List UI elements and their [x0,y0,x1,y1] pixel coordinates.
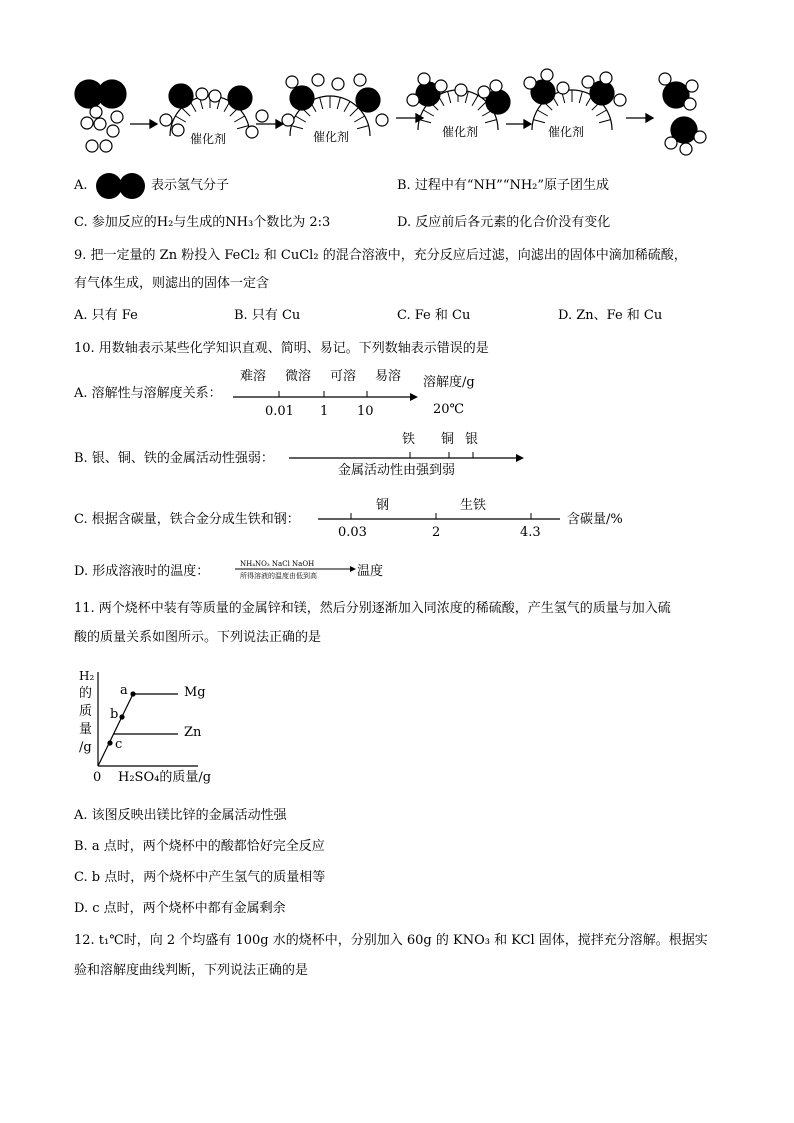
q8-option-b: B. 过程中有“NH”“NH₂”原子团生成 [397,178,610,193]
q10-c-region-1: 钢 [376,498,390,513]
q11-ylabel-1: H₂ [79,669,95,683]
q11-option-c: C. b 点时，两个烧杯中产生氢气的质量相等 [74,870,326,885]
q10-b-metal-3: 银 [465,432,479,447]
q9-stem-line1: 9. 把一定量的 Zn 粉投入 FeCl₂ 和 CuCl₂ 的混合溶液中，充分反应后过滤，向滤出的固体中滴加稀硫酸， [74,248,687,263]
q10-c-tick-2: 2 [432,525,441,540]
q12-stem-line2: 验和溶解度曲线判断，下列说法正确的是 [74,963,309,978]
q10-d-prefix: D. 形成溶液时的温度： [74,564,210,579]
point-b [119,714,124,719]
q11-series-mg: Mg [184,685,206,700]
q10-a-region-2: 微溶 [285,369,312,384]
q10-b-metal-1: 铁 [402,432,416,447]
q11-option-d: D. c 点时，两个烧杯中都有金属剩余 [74,901,286,916]
q10-b-prefix: B. 银、铜、铁的金属活动性强弱： [74,451,274,466]
q11-ylabel-5: /g [79,740,92,755]
q10-c-prefix: C. 根据含碳量，铁合金分成生铁和钢： [74,512,300,527]
q10-c-tick-1: 0.03 [338,525,367,540]
point-c [107,740,112,745]
q11-series-zn: Zn [184,725,202,740]
q11-stem-line2: 酸的质量关系如图所示。下列说法正确的是 [74,630,322,645]
q10-a-tick-1: 0.01 [265,404,294,419]
q11-point-b-label: b [110,707,119,722]
q8-option-a-text: 表示氢气分子 [151,178,230,193]
q11-ylabel-4: 量 [79,722,93,737]
q11-option-a: A. 该图反映出镁比锌的金属活动性强 [74,808,287,823]
q10-d-suffix: 温度 [357,564,384,579]
q10-a-region-3: 可溶 [330,369,357,384]
q10-a-region-4: 易溶 [375,369,402,384]
q11-stem-line1: 11. 两个烧杯中装有等质量的金属锌和镁，然后分别逐渐加入同浓度的稀硫酸，产生氢气的质量与加入硫 [74,601,671,616]
q9-option-a: A. 只有 Fe [74,308,138,323]
q10-d-under-arrow: 所得溶液的温度由低到高 [240,572,317,580]
q10-a-tick-2: 1 [320,404,329,419]
q8-option-c: C. 参加反应的H₂与生成的NH₃个数比为 2:3 [74,215,331,230]
q10-b-axis-caption: 金属活动性由强到弱 [338,463,456,478]
q10-a-axis-label: 溶解度/g [423,375,475,390]
q10-c-tick-3: 4.3 [520,525,541,540]
catalyst-label-3: 催化剂 [442,125,479,139]
q10-stem: 10. 用数轴表示某些化学知识直观、简明、易记。下列数轴表示错误的是 [74,341,489,356]
q9-option-c: C. Fe 和 Cu [397,308,471,323]
q11-point-a-label: a [120,683,128,698]
mg-curve [98,694,133,766]
point-a [130,691,135,696]
q10-b-metal-2: 铜 [441,432,455,447]
q9-option-d: D. Zn、Fe 和 Cu [558,308,663,323]
q10-a-region-1: 难溶 [240,369,267,384]
q9-stem-line2: 有气体生成，则滤出的固体一定含 [74,276,270,291]
q10-a-tick-3: 10 [357,404,374,419]
q10-c-axis-label: 含碳量/% [567,512,623,527]
q11-ylabel-3: 质 [79,704,93,719]
catalyst-label-2: 催化剂 [313,130,350,144]
catalyst-label-4: 催化剂 [548,125,585,139]
q12-stem-line1: 12. t₁℃时，向 2 个均盛有 100g 水的烧杯中，分别加入 60g 的 KNO₃ 和 KCl 固体，搅拌充分溶解。根据实 [74,933,708,948]
q11-xlabel: H₂SO₄的质量/g [118,770,212,785]
catalyst-label-1: 催化剂 [190,132,227,146]
q9-option-b: B. 只有 Cu [234,308,301,323]
q11-option-b: B. a 点时，两个烧杯中的酸都恰好完全反应 [74,839,325,854]
q11-origin: 0 [93,770,102,785]
q11-point-c-label: c [115,737,123,752]
q10-d-over-arrow: NH₄NO₃ NaCl NaOH [240,560,315,568]
q8-option-d: D. 反应前后各元素的化合价没有变化 [397,215,611,230]
q8-option-a-label: A. [74,178,88,193]
q11-ylabel-2: 的 [79,686,93,701]
q10-a-note: 20℃ [433,402,465,417]
q10-c-region-2: 生铁 [460,498,487,513]
q10-a-prefix: A. 溶解性与溶解度关系： [74,386,222,401]
